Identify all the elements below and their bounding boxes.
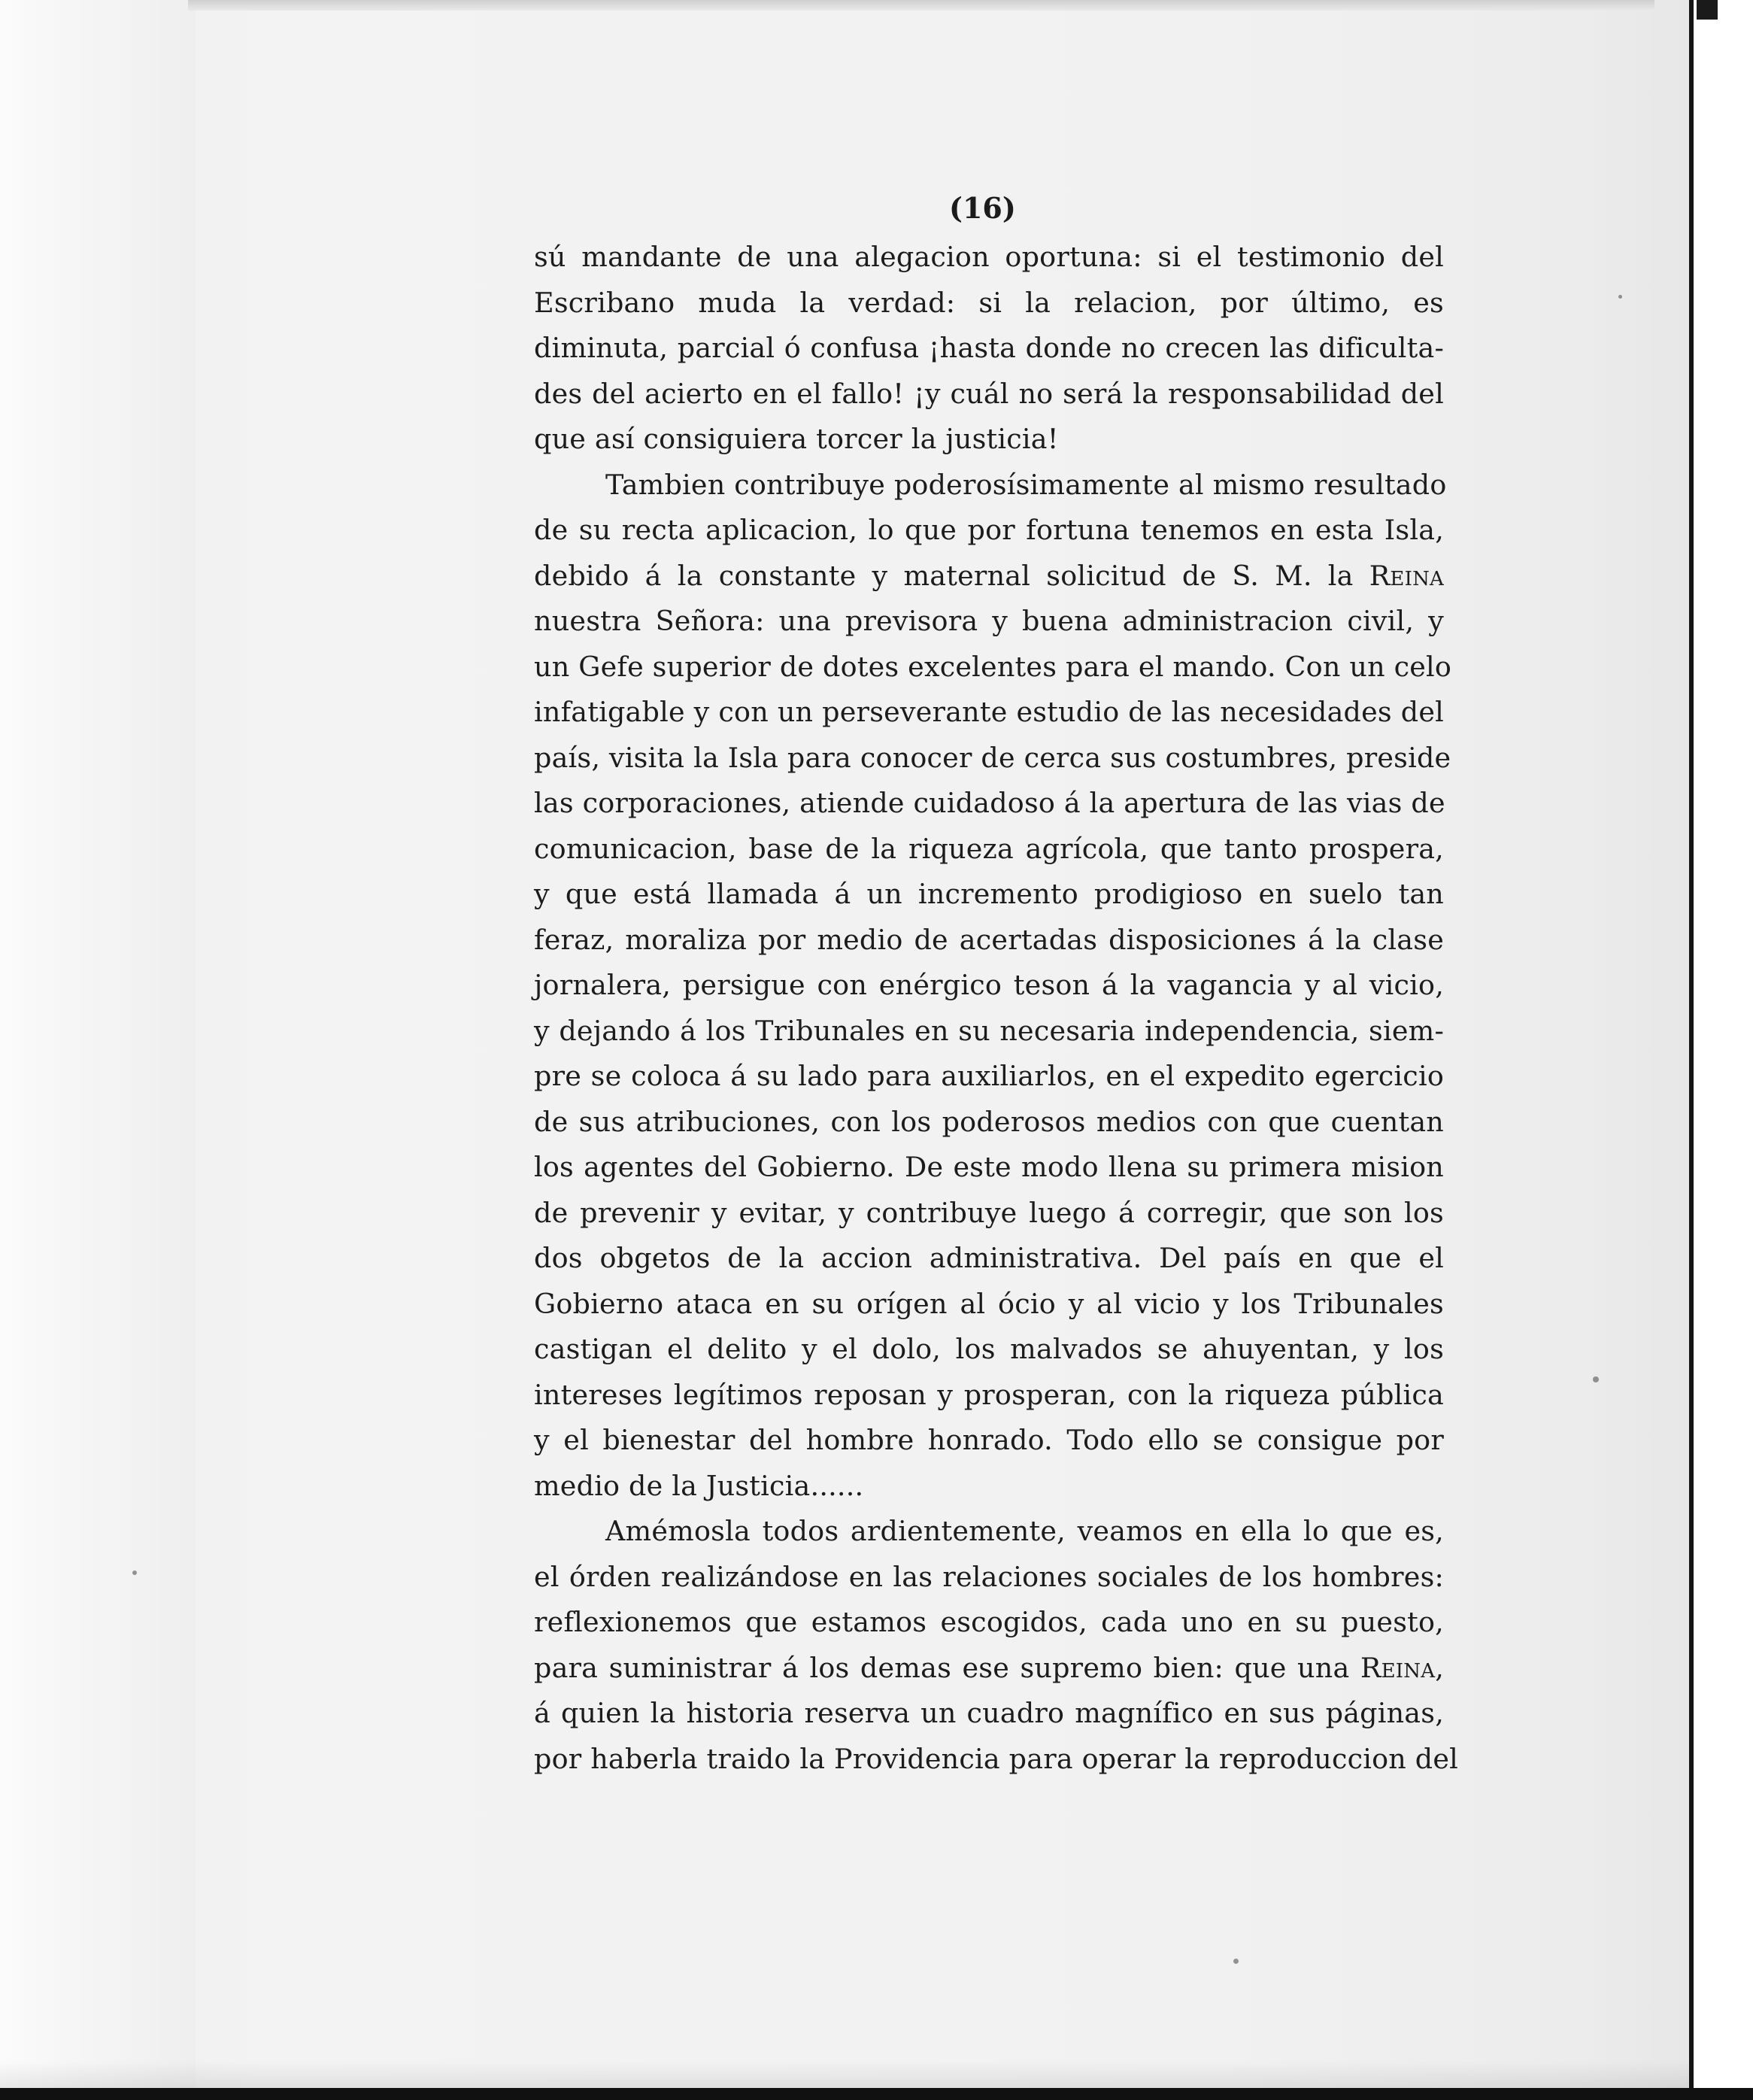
text-line: debido á la constante y maternal solicitud de S. M. la Reina [534, 559, 1444, 592]
bottom-shadow [0, 2061, 1692, 2088]
text-line: y el bienestar del hombre honrado. Todo ello se consigue por [534, 1424, 1444, 1456]
text-line: des del acierto en el fallo! ¡y cuál no será la responsabilidad del [534, 377, 1444, 410]
paragraph [534, 1509, 1459, 1782]
smallcaps-word: Reina [1360, 1651, 1436, 1684]
text-line: Gobierno ataca en su orígen al ócio y al vicio y los Tribunales [534, 1287, 1444, 1320]
text-line: de sus atribuciones, con los poderosos medios con que cuentan [534, 1105, 1444, 1138]
text-line: medio de la Justicia...... [534, 1469, 864, 1502]
text-line: un Gefe superior de dotes excelentes para el mando. Con un celo [534, 650, 1452, 683]
dust-speck [1233, 1959, 1239, 1964]
left-margin-shade [0, 0, 196, 2100]
paragraph [534, 235, 1444, 463]
text-line: Tambien contribuye poderosísimamente al mismo resultado [605, 468, 1447, 501]
text-line: Amémosla todos ardientemente, veamos en ella lo que es, [605, 1515, 1444, 1547]
text-line: jornalera, persigue con enérgico teson á la vagancia y al vicio, [534, 969, 1444, 1001]
smallcaps-word: Reina [1369, 559, 1444, 592]
bottom-border-line [0, 2088, 1753, 2100]
text-line: intereses legítimos reposan y prosperan, con la riqueza pública [534, 1378, 1444, 1411]
text-line: los agentes del Gobierno. De este modo llena su primera mision [534, 1151, 1444, 1183]
text-line: las corporaciones, atiende cuidadoso á la apertura de las vias de [534, 787, 1445, 819]
text-line: infatigable y con un perseverante estudio de las necesidades del [534, 696, 1444, 728]
text-line: comunicacion, base de la riqueza agrícola, que tanto prospera, [534, 832, 1444, 865]
text-line: país, visita la Isla para conocer de cerca sus costumbres, preside [534, 741, 1451, 774]
dust-speck [1618, 295, 1622, 299]
text-line: que así consiguiera torcer la justicia! [534, 423, 1059, 455]
text-line: pre se coloca á su lado para auxiliarlos, en el expedito egercicio [534, 1060, 1444, 1092]
text-line: por haberla traido la Providencia para operar la reproduccion del [534, 1742, 1459, 1775]
text-line: de su recta aplicacion, lo que por fortuna tenemos en esta Isla, [534, 514, 1444, 546]
text-line: castigan el delito y el dolo, los malvados se ahuyentan, y los [534, 1333, 1444, 1365]
top-page-edge [188, 0, 1654, 11]
text-line: y que está llamada á un incremento prodigioso en suelo tan [534, 878, 1444, 910]
text-line: sú mandante de una alegacion oportuna: si el testimonio del [534, 241, 1444, 273]
right-border-margin [1694, 0, 1753, 2100]
body-text [534, 235, 1459, 1782]
dust-speck [132, 1570, 137, 1575]
paragraph [534, 463, 1452, 1510]
text-line: y dejando á los Tribunales en su necesaria independencia, siem- [534, 1014, 1444, 1047]
text-line: Escribano muda la verdad: si la relacion, por último, es [534, 286, 1444, 319]
text-line: nuestra Señora: una previsora y buena administracion civil, y [534, 605, 1444, 637]
text-line: dos obgetos de la accion administrativa. Del país en que el [534, 1242, 1444, 1274]
page-number: (16) [949, 191, 1016, 225]
text-line: reflexionemos que estamos escogidos, cada uno en su puesto, [534, 1606, 1444, 1638]
right-border-tab [1697, 0, 1718, 20]
text-line: á quien la historia reserva un cuadro magnífico en sus páginas, [534, 1697, 1444, 1729]
text-line: de prevenir y evitar, y contribuye luego á corregir, que son los [534, 1196, 1444, 1229]
text-line: feraz, moraliza por medio de acertadas disposiciones á la clase [534, 923, 1444, 956]
text-line: para suministrar á los demas ese supremo bien: que una Reina, [534, 1651, 1444, 1684]
dust-speck [1593, 1376, 1599, 1382]
text-line: el órden realizándose en las relaciones sociales de los hombres: [534, 1560, 1444, 1593]
text-line: diminuta, parcial ó confusa ¡hasta donde no crecen las dificulta- [534, 332, 1444, 364]
